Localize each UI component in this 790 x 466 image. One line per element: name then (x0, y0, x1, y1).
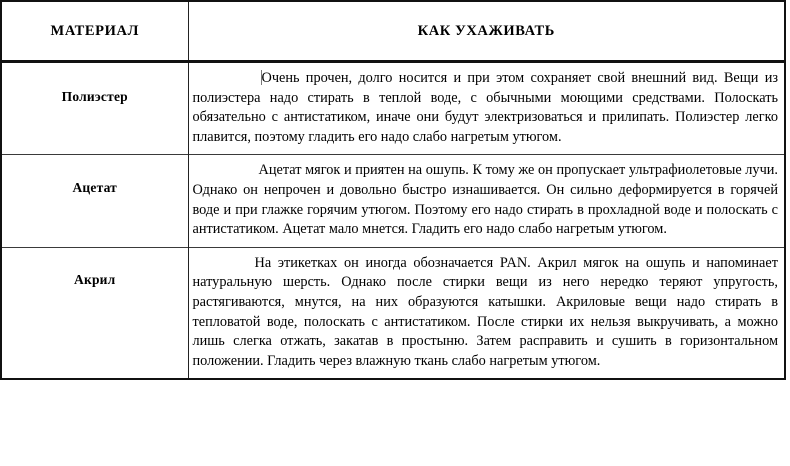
table-row (1, 155, 785, 247)
table-body (1, 62, 785, 380)
cell-care-polyester (188, 62, 785, 155)
table-header (1, 1, 785, 62)
care-text-acetate: Ацетат мягок и приятен на ошупь. К тому же он пропускает ультрафиолетовые лучи. Однако он непрочен и довольно быстро изнашивается. Он сильно деформируется в горячей воде и при глажке горячим утюгом. Поэтому его надо стирать в прохладной воде и полоскать с антистатиком. Ацетат мало мнется. Гладить его надо слабо нагретым утюгом. (192, 162, 778, 238)
care-text-acrylic: На этикетках он иногда обозначается PAN. Акрил мягок на ошупь и напоминает натуральную шерсть. Однако после стирки вещи из него нередко теряют упругость, растягиваются, мнутся, на них образуются катышки. Акриловые вещи надо стирать в тепловатой воде, полоскать с антистатиком. После стирки их нельзя выкручивать, а можно лишь слегка отжать, закатав в простыню. Затем расправить и сушить в горизонтальном положении. Гладить через влажную ткань слабо нагретым утюгом. (192, 254, 778, 369)
table-row (1, 247, 785, 379)
column-header-material: МАТЕРИАЛ (1, 1, 188, 62)
table-header-row (1, 1, 785, 62)
cell-care-acrylic (188, 247, 785, 379)
cell-material-acetate: Ацетат (1, 155, 188, 247)
table-row (1, 62, 785, 155)
column-header-care: КАК УХАЖИВАТЬ (417, 22, 555, 39)
cell-care-acetate (188, 155, 785, 247)
care-text-polyester: Очень прочен, долго носится и при этом сохраняет свой внешний вид. Вещи из полиэстера надо стирать в теплой воде, с обычными моющими средствами. Полоскать обязательно с антистатиком, иначе они будут электризоваться и прилипать. Полиэстер легко плавится, поэтому гладить его надо слабо нагретым утюгом. (192, 70, 778, 145)
cell-material-polyester: Полиэстер (1, 62, 188, 155)
cell-material-acrylic: Акрил (1, 247, 188, 379)
